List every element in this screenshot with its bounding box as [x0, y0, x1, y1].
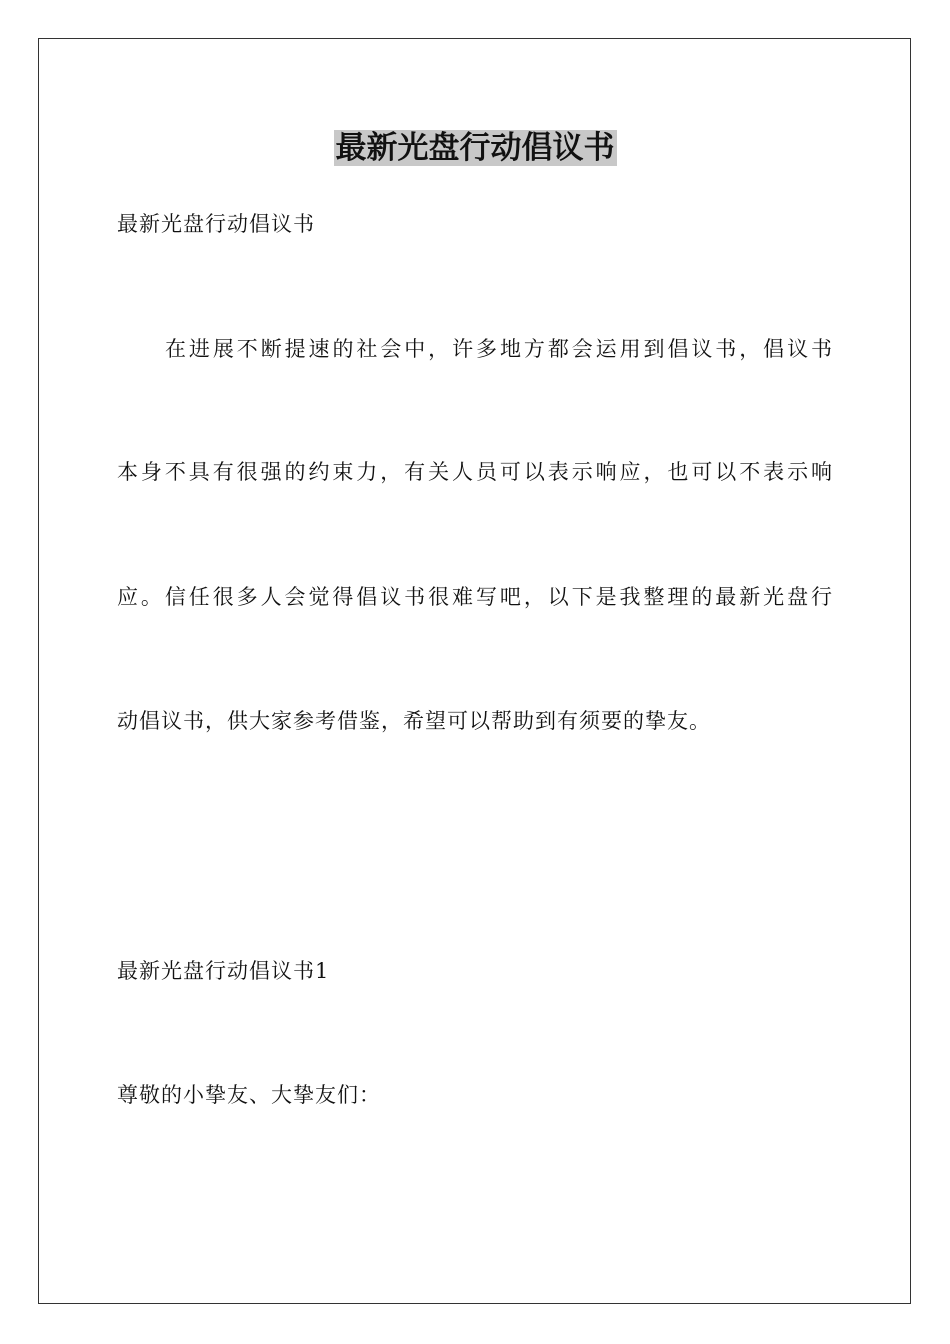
intro-paragraph-line-4: 动倡议书，供大家参考借鉴，希望可以帮助到有须要的挚友。: [117, 709, 711, 733]
document-title: [0, 127, 950, 169]
document-subtitle: 最新光盘行动倡议书: [117, 212, 315, 236]
intro-paragraph-line-2: 本身不具有很强的约束力，有关人员可以表示响应，也可以不表示响: [117, 460, 833, 484]
intro-paragraph-line-1: 在进展不断提速的社会中，许多地方都会运用到倡议书，倡议书: [165, 337, 833, 361]
section-heading: 最新光盘行动倡议书1: [117, 959, 330, 983]
salutation: 尊敬的小挚友、大挚友们：: [117, 1083, 381, 1107]
document-title-text: 最新光盘行动倡议书: [335, 130, 615, 166]
intro-paragraph-line-3: 应。信任很多人会觉得倡议书很难写吧，以下是我整理的最新光盘行: [117, 585, 833, 609]
